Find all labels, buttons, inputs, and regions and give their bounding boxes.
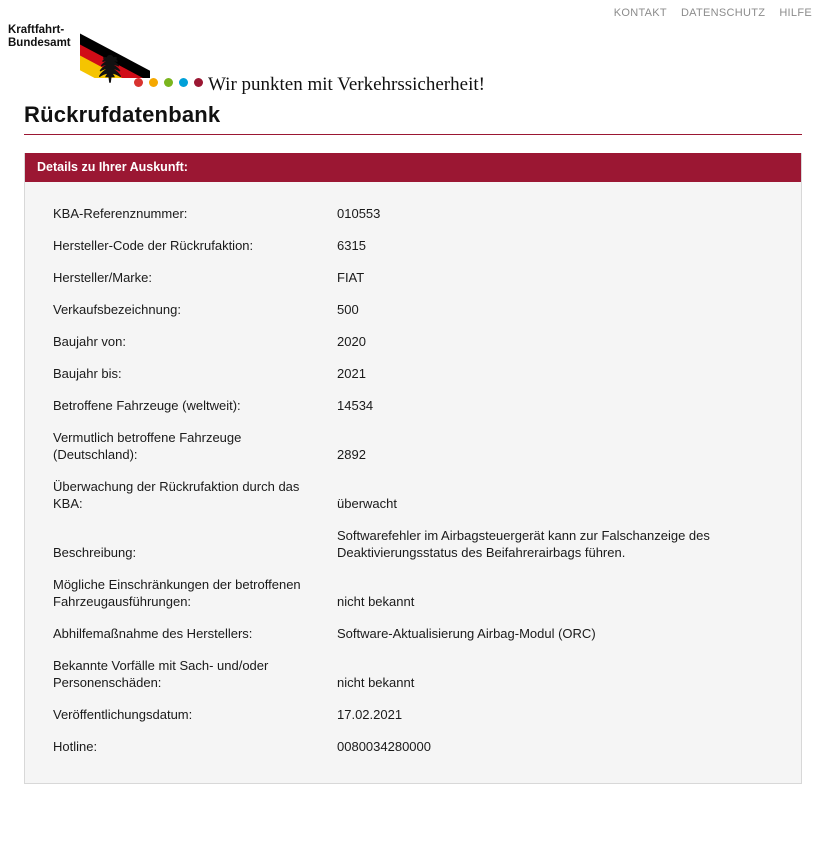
detail-label: Vermutlich betroffene Fahrzeuge (Deutschland): xyxy=(53,430,242,462)
federal-eagle-icon xyxy=(92,52,128,86)
table-row xyxy=(25,198,801,230)
details-panel xyxy=(24,153,802,784)
table-row xyxy=(25,422,801,471)
table-row xyxy=(25,618,801,650)
table-row xyxy=(25,471,801,520)
table-row xyxy=(25,294,801,326)
detail-label: Hersteller-Code der Rückrufaktion: xyxy=(53,238,254,253)
detail-label: Mögliche Einschränkungen der betroffenen Fahrzeugausführungen: xyxy=(53,577,301,609)
detail-value: 2020 xyxy=(337,334,366,349)
detail-value: 17.02.2021 xyxy=(337,707,403,722)
table-row xyxy=(25,650,801,699)
detail-value: nicht bekannt xyxy=(337,594,415,609)
detail-label: Hotline: xyxy=(53,739,98,754)
detail-value: 14534 xyxy=(337,398,374,413)
kba-logo[interactable] xyxy=(8,22,150,78)
detail-label: Überwachung der Rückrufaktion durch das KBA: xyxy=(53,479,300,511)
detail-label: KBA-Referenznummer: xyxy=(53,206,188,221)
detail-value: 010553 xyxy=(337,206,381,221)
detail-label: Bekannte Vorfälle mit Sach- und/oder Personenschäden: xyxy=(53,658,269,690)
table-row xyxy=(25,731,801,763)
detail-label: Veröffentlichungsdatum: xyxy=(53,707,193,722)
detail-label: Baujahr von: xyxy=(53,334,126,349)
detail-value: 2021 xyxy=(337,366,366,381)
details-panel-header: Details zu Ihrer Auskunft: xyxy=(25,153,801,182)
detail-value: nicht bekannt xyxy=(337,675,415,690)
detail-value: 500 xyxy=(337,302,359,317)
topnav-link-datenschutz[interactable]: DATENSCHUTZ xyxy=(680,7,766,19)
table-row xyxy=(25,326,801,358)
topnav-link-hilfe[interactable]: HILFE xyxy=(779,7,812,19)
detail-value: Software-Aktualisierung Airbag-Modul (ORC) xyxy=(337,626,596,641)
kba-logo-line2: Bundesamt xyxy=(8,37,71,49)
detail-value: 6315 xyxy=(337,238,366,253)
detail-label: Hersteller/Marke: xyxy=(53,270,152,285)
kba-logo-line1: Kraftfahrt- xyxy=(8,24,65,36)
top-navigation xyxy=(0,0,826,22)
masthead xyxy=(0,22,826,94)
detail-value: überwacht xyxy=(337,496,397,511)
page-title-container xyxy=(24,102,802,135)
details-panel-body xyxy=(25,182,801,783)
detail-label: Baujahr bis: xyxy=(53,366,122,381)
page-title: Rückrufdatenbank xyxy=(24,102,221,127)
table-row xyxy=(25,230,801,262)
claim-text: Wir punkten mit Verkehrssicherheit! xyxy=(208,74,485,95)
table-row xyxy=(25,390,801,422)
detail-label: Beschreibung: xyxy=(53,545,137,560)
kba-logo-text xyxy=(8,22,82,50)
detail-label: Betroffene Fahrzeuge (weltweit): xyxy=(53,398,241,413)
details-table xyxy=(25,198,801,763)
table-row xyxy=(25,569,801,618)
topnav-link-kontakt[interactable]: KONTAKT xyxy=(613,7,667,19)
detail-label: Verkaufsbezeichnung: xyxy=(53,302,181,317)
decorative-dots xyxy=(134,78,203,87)
detail-value: Softwarefehler im Airbagsteuergerät kann zur Falschanzeige des Deaktivierungsstatus des Beifahrerairbags führen. xyxy=(337,528,710,560)
table-row xyxy=(25,262,801,294)
detail-label: Abhilfemaßnahme des Herstellers: xyxy=(53,626,253,641)
table-row xyxy=(25,520,801,569)
detail-value: FIAT xyxy=(337,270,365,285)
detail-value: 2892 xyxy=(337,447,366,462)
detail-value: 0080034280000 xyxy=(337,739,431,754)
table-row xyxy=(25,358,801,390)
table-row xyxy=(25,699,801,731)
